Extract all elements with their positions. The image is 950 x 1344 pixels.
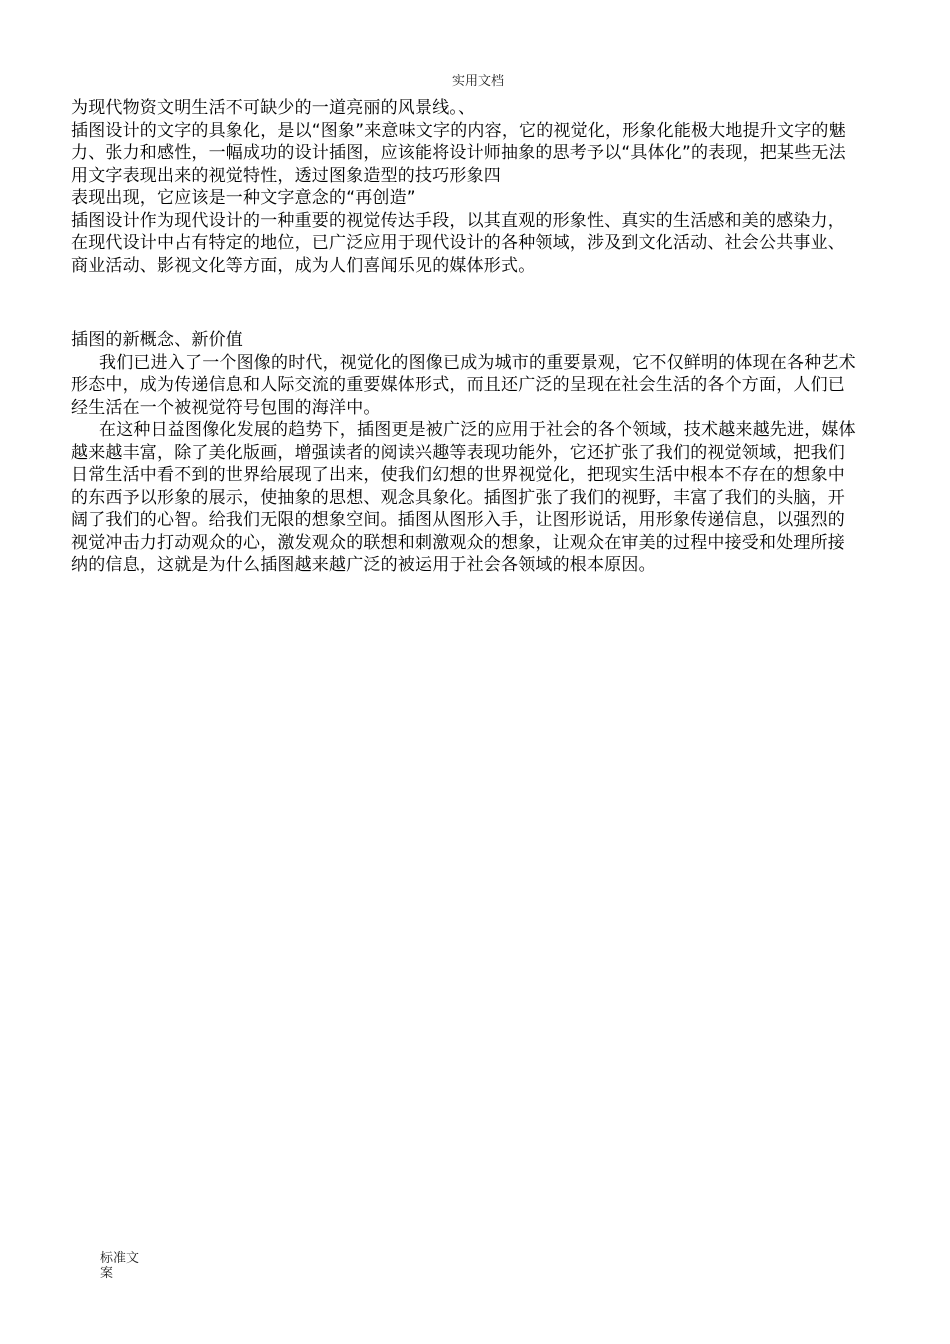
page-header: 实用文档 (451, 74, 504, 89)
paragraph-continuation: 为现代物资文明生活不可缺少的一道亮丽的风景线。、 (71, 98, 476, 118)
paragraph-concretization: 插图设计的文字的具象化，是以“图象”来意味文字的内容，它的视觉化，形象化能极大地提升文字的魅力、张力和感性，一幅成功的设计插图，应该能将设计师抽象的思考予以“具体化”的表现，把某些无法用文字表现出来的视觉特性，透过图象造型的技巧形象四 (71, 120, 846, 186)
document-body (71, 97, 861, 577)
paragraph-recreation: 表现出现，它应该是一种文字意念的“再创造” (71, 188, 416, 208)
page-footer: 标准文案 (100, 1251, 140, 1281)
section-title: 插图的新概念、新价值 (71, 330, 243, 350)
section-spacer (71, 277, 861, 329)
paragraph-visual-communication: 插图设计作为现代设计的一种重要的视觉传达手段，以其直观的形象性、真实的生活感和美的感染力，在现代设计中占有特定的地位，已广泛应用于现代设计的各种领域，涉及到文化活动、社会公共事业、商业活动、影视文化等方面，成为人们喜闻乐见的媒体形式。 (71, 210, 845, 276)
paragraph-image-era: 我们已进入了一个图像的时代，视觉化的图像已成为城市的重要景观，它不仅鲜明的体现在各种艺术形态中，成为传递信息和人际交流的重要媒体形式，而且还广泛的呈现在社会生活的各个方面，人们已经生活在一个被视觉符号包围的海洋中。 (71, 352, 856, 418)
paragraph-illustration-trend: 在这种日益图像化发展的趋势下，插图更是被广泛的应用于社会的各个领域，技术越来越先进，媒体越来越丰富，除了美化版画，增强读者的阅读兴趣等表现功能外，它还扩张了我们的视觉领域，把我们日常生活中看不到的世界给展现了出来，使我们幻想的世界视觉化，把现实生活中根本不存在的想象中的东西予以形象的展示，使抽象的思想、观念具象化。插图扩张了我们的视野，丰富了我们的头脑，开阔了我们的心智。给我们无限的想象空间。插图从图形入手，让图形说话，用形象传递信息，以强烈的视觉冲击力打动观众的心，激发观众的联想和刺激观众的想象，让观众在审美的过程中接受和处理所接纳的信息，这就是为什么插图越来越广泛的被运用于社会各领域的根本原因。 (71, 420, 856, 575)
